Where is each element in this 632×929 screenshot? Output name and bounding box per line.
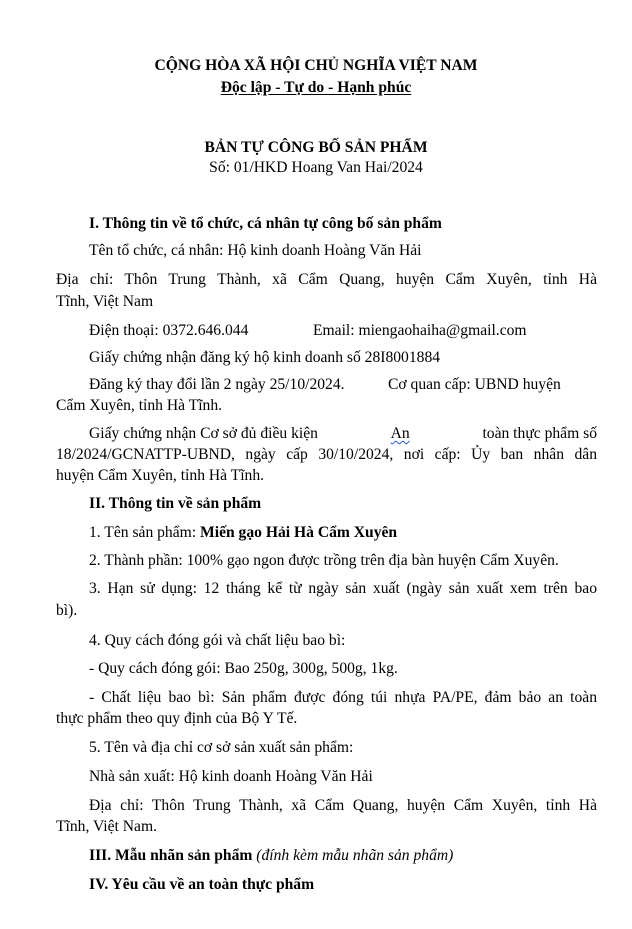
safety-cert-line2: 18/2024/GCNATTP-UBND, ngày cấp 30/10/2024, nơi cấp: Ủy ban nhân dân [56,446,597,463]
national-motto [0,79,632,97]
producer-address-line2: Tĩnh, Việt Nam. [56,818,157,835]
producer-address-line1 [56,797,597,815]
document-number: Số: 01/HKD Hoang Van Hai/2024 [209,159,423,176]
email: Email: miengaohaiha@gmail.com [313,322,527,339]
address-line1: Địa chỉ: Thôn Trung Thành, xã Cẩm Quang, huyện Cẩm Xuyên, tỉnh Hà [56,271,597,288]
safety-cert-part-b: An [390,425,410,442]
safety-cert-part-c: toàn thực phẩm số [482,425,597,442]
product-name-label: 1. Tên sản phẩm: [89,524,201,541]
material-line1-text: - Chất liệu bao bì: Sản phẩm được đóng túi nhựa PA/PE, đảm bảo an toàn [89,689,597,706]
expiry-line1-text: 3. Hạn sử dụng: 12 tháng kể từ ngày sản xuất (ngày sản xuất xem trên bao [89,580,597,597]
product-name-value: Miến gạo Hải Hà Cẩm Xuyên [200,524,398,541]
national-title: CỘNG HÒA XÃ HỘI CHỦ NGHĨA VIỆT NAM [154,57,478,74]
issuer: Cơ quan cấp: UBND huyện [388,376,561,393]
phone: Điện thoại: 0372.646.044 [89,322,249,339]
address-line2: Tĩnh, Việt Nam [56,293,154,310]
section1-heading: I. Thông tin về tổ chức, cá nhân tự công bố sản phẩm [89,215,442,232]
section4-heading: IV. Yêu cầu về an toàn thực phẩm [89,876,315,893]
product-name [89,524,397,542]
packing-spec: - Quy cách đóng gói: Bao 250g, 300g, 500g, 1kg. [89,660,398,677]
section3-heading-line [89,847,453,865]
business-cert: Giấy chứng nhận đăng ký hộ kinh doanh số 28I8001884 [89,349,441,366]
packaging-heading: 4. Quy cách đóng gói và chất liệu bao bì: [89,632,346,649]
section3-heading: III. Mẫu nhãn sản phẩm [89,847,257,864]
producer-name: Nhà sản xuất: Hộ kinh doanh Hoàng Văn Hải [89,768,373,785]
change-registration: Đăng ký thay đổi lần 2 ngày 25/10/2024. [89,376,345,393]
safety-cert-part-a: Giấy chứng nhận Cơ sở đủ điều kiện [89,425,318,442]
org-name: Tên tổ chức, cá nhân: Hộ kinh doanh Hoàng Văn Hải [89,242,422,259]
section3-note: (đính kèm mẫu nhãn sản phẩm) [256,847,454,864]
section2-heading: II. Thông tin về sản phẩm [89,495,262,512]
expiry-line2: bì). [56,602,78,619]
expiry-line1 [56,580,597,598]
ingredients: 2. Thành phần: 100% gạo ngon được trồng trên địa bàn huyện Cẩm Xuyên. [89,552,559,569]
material-line1 [56,689,597,707]
document-title: BẢN TỰ CÔNG BỐ SẢN PHẨM [204,139,428,156]
material-line2: thực phẩm theo quy định của Bộ Y Tế. [56,710,298,727]
issuer-line2: Cẩm Xuyên, tỉnh Hà Tĩnh. [56,397,223,414]
producer-heading: 5. Tên và địa chỉ cơ sở sản xuất sản phẩm: [89,739,354,756]
safety-cert-line3: huyện Cẩm Xuyên, tỉnh Hà Tĩnh. [56,467,265,484]
motto-text: Độc lập - Tự do - Hạnh phúc [220,79,412,96]
safety-cert-line1 [89,425,597,443]
producer-address-line1-text: Địa chỉ: Thôn Trung Thành, xã Cẩm Quang, huyện Cẩm Xuyên, tỉnh Hà [89,797,597,814]
